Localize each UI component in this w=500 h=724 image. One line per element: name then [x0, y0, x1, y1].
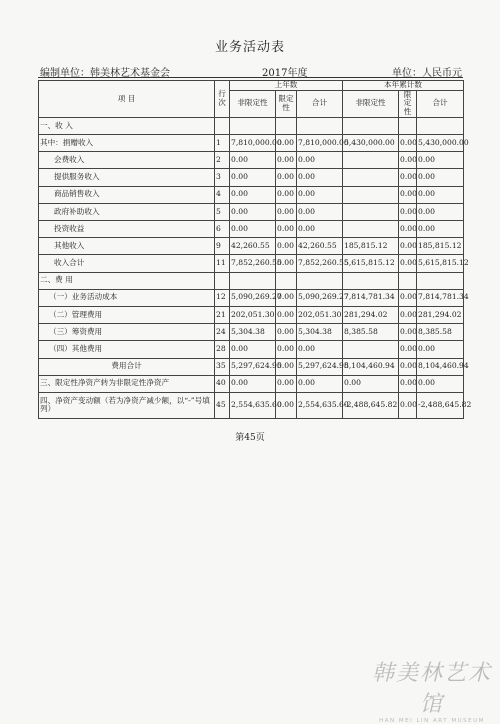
cell-this-restricted: 0.00: [399, 169, 417, 186]
row-line: 9: [215, 238, 230, 255]
cell-last-total: 0.00: [297, 221, 343, 238]
row-item: 收入合计: [39, 255, 215, 272]
cell-this-total: 0.00: [417, 186, 464, 203]
cell-last-total: 42,260.55: [297, 238, 343, 255]
cell-last-restricted: 0.00: [276, 375, 297, 392]
row-line: 45: [215, 392, 230, 418]
table-row: [39, 324, 464, 341]
cell-last-restricted: [276, 272, 297, 289]
this-year-restricted-header: 限定性: [399, 90, 417, 117]
cell-this-restricted: 0.00: [399, 221, 417, 238]
cell-this-restricted: 0.00: [399, 289, 417, 306]
row-item: 会费收入: [39, 152, 215, 169]
cell-last-total: 7,810,000.00: [297, 135, 343, 152]
table-row: [39, 306, 464, 323]
row-line: 40: [215, 375, 230, 392]
cell-last-restricted: 0.00: [276, 238, 297, 255]
row-item: 提供服务收入: [39, 169, 215, 186]
this-year-total-header: 合计: [417, 90, 464, 117]
cell-last-restricted: 0.00: [276, 255, 297, 272]
cell-last-restricted: 0.00: [276, 358, 297, 375]
cell-last-restricted: 0.00: [276, 306, 297, 323]
row-item: 投资收益: [39, 221, 215, 238]
cell-last-restricted: 0.00: [276, 169, 297, 186]
cell-this-unrestricted: 8,104,460.94: [343, 358, 399, 375]
cell-this-unrestricted: 0.00: [343, 375, 399, 392]
row-item: （二）管理费用: [39, 306, 215, 323]
cell-this-restricted: [399, 117, 417, 134]
cell-this-unrestricted: -2,488,645.82: [343, 392, 399, 418]
row-item: （三）筹资费用: [39, 324, 215, 341]
cell-this-total: 7,814,781.34: [417, 289, 464, 306]
cell-this-total: 0.00: [417, 152, 464, 169]
row-line: [215, 117, 230, 134]
row-line: 12: [215, 289, 230, 306]
cell-this-unrestricted: [343, 186, 399, 203]
row-item: （四）其他费用: [39, 341, 215, 358]
table-row: [39, 117, 464, 134]
cell-last-restricted: 0.00: [276, 392, 297, 418]
row-line: [215, 272, 230, 289]
cell-last-total: 2,554,635.60: [297, 392, 343, 418]
row-line: 3: [215, 169, 230, 186]
cell-last-restricted: 0.00: [276, 203, 297, 220]
row-line: 35: [215, 358, 230, 375]
row-item: 二、费 用: [39, 272, 215, 289]
organization-label: 编制单位：韩美林艺术基金会: [40, 68, 170, 79]
row-item: 政府补助收入: [39, 203, 215, 220]
report-title: 业务活动表: [214, 40, 285, 55]
cell-this-total: -2,488,645.82: [417, 392, 464, 418]
cell-last-unrestricted: 0.00: [230, 186, 276, 203]
cell-this-restricted: 0.00: [399, 324, 417, 341]
cell-this-total: 8,104,460.94: [417, 358, 464, 375]
cell-this-restricted: 0.00: [399, 203, 417, 220]
table-row: [39, 289, 464, 306]
cell-this-restricted: 0.00: [399, 358, 417, 375]
row-line: 6: [215, 221, 230, 238]
table-row: [39, 272, 464, 289]
cell-this-unrestricted: 8,385.58: [343, 324, 399, 341]
cell-last-unrestricted: 7,852,260.55: [230, 255, 276, 272]
cell-last-total: 0.00: [297, 152, 343, 169]
cell-this-unrestricted: 5,615,815.12: [343, 255, 399, 272]
cell-this-total: [417, 272, 464, 289]
line-header: 行次: [215, 81, 230, 118]
cell-last-restricted: 0.00: [276, 324, 297, 341]
cell-last-restricted: [276, 117, 297, 134]
cell-this-total: 8,385.58: [417, 324, 464, 341]
table-row: [39, 358, 464, 375]
row-line: 5: [215, 203, 230, 220]
cell-last-total: 0.00: [297, 203, 343, 220]
table-row: [39, 135, 464, 152]
cell-this-unrestricted: [343, 341, 399, 358]
cell-last-unrestricted: 0.00: [230, 169, 276, 186]
cell-last-total: [297, 272, 343, 289]
cell-last-unrestricted: 2,554,635.60: [230, 392, 276, 418]
header-row-1: [39, 81, 464, 91]
cell-last-unrestricted: 42,260.55: [230, 238, 276, 255]
cell-last-unrestricted: 0.00: [230, 152, 276, 169]
row-item: 四、净资产变动额（若为净资产减少额，以“-”号填列）: [39, 392, 215, 418]
cell-this-unrestricted: 7,814,781.34: [343, 289, 399, 306]
item-header: 项 目: [39, 81, 215, 118]
cell-this-total: [417, 117, 464, 134]
cell-last-unrestricted: 5,304.38: [230, 324, 276, 341]
cell-last-total: 5,304.38: [297, 324, 343, 341]
cell-this-total: 0.00: [417, 203, 464, 220]
cell-last-total: 0.00: [297, 186, 343, 203]
cell-last-total: 5,297,624.95: [297, 358, 343, 375]
row-line: 28: [215, 341, 230, 358]
cell-this-total: 185,815.12: [417, 238, 464, 255]
cell-last-total: 5,090,269.27: [297, 289, 343, 306]
cell-this-total: 0.00: [417, 341, 464, 358]
cell-this-unrestricted: [343, 169, 399, 186]
watermark-chinese: 韩美林艺术馆: [372, 661, 493, 717]
row-item: （一）业务活动成本: [39, 289, 215, 306]
cell-last-unrestricted: 5,297,624.95: [230, 358, 276, 375]
cell-this-restricted: 0.00: [399, 306, 417, 323]
cell-last-unrestricted: [230, 117, 276, 134]
row-item: 三、限定性净资产转为非限定性净资产: [39, 375, 215, 392]
cell-this-unrestricted: 185,815.12: [343, 238, 399, 255]
cell-last-unrestricted: 0.00: [230, 203, 276, 220]
cell-last-total: [297, 117, 343, 134]
page-number: 第45页: [235, 433, 265, 443]
cell-last-unrestricted: [230, 272, 276, 289]
cell-this-restricted: 0.00: [399, 392, 417, 418]
cell-last-total: 0.00: [297, 169, 343, 186]
cell-last-restricted: 0.00: [276, 152, 297, 169]
cell-last-unrestricted: 7,810,000.00: [230, 135, 276, 152]
cell-last-unrestricted: 0.00: [230, 341, 276, 358]
header-rule: [38, 77, 463, 78]
cell-this-total: 5,615,815.12: [417, 255, 464, 272]
cell-this-unrestricted: [343, 272, 399, 289]
watermark-english: HAN MEI LIN ART MUSEUM: [379, 718, 485, 724]
table-row: [39, 152, 464, 169]
row-item: 费用合计: [39, 358, 215, 375]
cell-last-total: 7,852,260.55: [297, 255, 343, 272]
cell-last-unrestricted: 202,051.30: [230, 306, 276, 323]
row-item: 一、收 入: [39, 117, 215, 134]
cell-this-restricted: 0.00: [399, 135, 417, 152]
table-row: [39, 255, 464, 272]
report-year: 2017年度: [262, 68, 308, 79]
table-row: [39, 341, 464, 358]
cell-this-restricted: 0.00: [399, 152, 417, 169]
cell-this-unrestricted: [343, 203, 399, 220]
row-item: 其中：捐赠收入: [39, 135, 215, 152]
row-line: 2: [215, 152, 230, 169]
last-year-total-header: 合计: [297, 90, 343, 117]
cell-last-unrestricted: 5,090,269.27: [230, 289, 276, 306]
table-row: [39, 375, 464, 392]
cell-last-total: 202,051.30: [297, 306, 343, 323]
cell-this-total: 0.00: [417, 221, 464, 238]
cell-this-restricted: 0.00: [399, 341, 417, 358]
activity-statement-table: [38, 80, 472, 419]
table-row: [39, 169, 464, 186]
cell-last-restricted: 0.00: [276, 186, 297, 203]
cell-this-total: 5,430,000.00: [417, 135, 464, 152]
table-row: [39, 203, 464, 220]
cell-last-total: 0.00: [297, 375, 343, 392]
cell-last-unrestricted: 0.00: [230, 375, 276, 392]
cell-this-total: 0.00: [417, 375, 464, 392]
table-row: [39, 221, 464, 238]
cell-last-unrestricted: 0.00: [230, 221, 276, 238]
this-year-unrestricted-header: 非限定性: [343, 90, 399, 117]
cell-this-restricted: 0.00: [399, 238, 417, 255]
row-line: 1: [215, 135, 230, 152]
this-year-header: 本年累计数: [343, 81, 464, 91]
cell-this-unrestricted: 281,294.02: [343, 306, 399, 323]
cell-last-total: 0.00: [297, 341, 343, 358]
table-row: [39, 238, 464, 255]
cell-this-restricted: 0.00: [399, 186, 417, 203]
row-line: 24: [215, 324, 230, 341]
currency-unit: 单位：人民币元: [392, 68, 462, 79]
row-line: 11: [215, 255, 230, 272]
last-year-unrestricted-header: 非限定性: [230, 90, 276, 117]
cell-last-restricted: 0.00: [276, 341, 297, 358]
table-row: [39, 186, 464, 203]
cell-this-unrestricted: 5,430,000.00: [343, 135, 399, 152]
cell-last-restricted: 0.00: [276, 289, 297, 306]
museum-watermark: [372, 656, 492, 724]
cell-this-unrestricted: [343, 221, 399, 238]
cell-this-total: 0.00: [417, 169, 464, 186]
last-year-restricted-header: 限定性: [276, 90, 297, 117]
last-year-header: 上年数: [230, 81, 343, 91]
row-line: 21: [215, 306, 230, 323]
cell-this-restricted: 0.00: [399, 255, 417, 272]
cell-last-restricted: 0.00: [276, 221, 297, 238]
cell-this-restricted: [399, 272, 417, 289]
row-line: 4: [215, 186, 230, 203]
row-item: 商品销售收入: [39, 186, 215, 203]
row-item: 其他收入: [39, 238, 215, 255]
cell-this-total: 281,294.02: [417, 306, 464, 323]
cell-this-unrestricted: [343, 152, 399, 169]
table-row: [39, 392, 464, 418]
cell-this-unrestricted: [343, 117, 399, 134]
cell-last-restricted: 0.00: [276, 135, 297, 152]
cell-this-restricted: 0.00: [399, 375, 417, 392]
